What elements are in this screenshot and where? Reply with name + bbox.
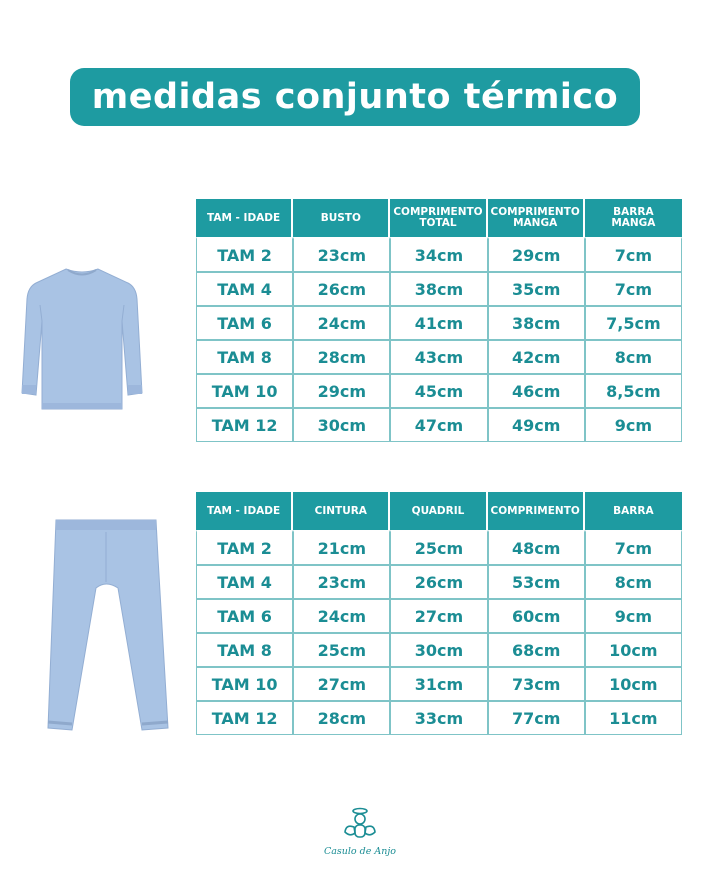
table-cell: 60cm <box>488 599 585 633</box>
table-cell: 26cm <box>293 272 390 306</box>
table-cell: 9cm <box>585 408 682 442</box>
table-cell: 28cm <box>293 340 390 374</box>
table-cell: 43cm <box>390 340 487 374</box>
table-cell: 23cm <box>293 565 390 599</box>
table-cell: 30cm <box>390 633 487 667</box>
table-cell: TAM 4 <box>196 272 293 306</box>
table-row <box>196 633 682 667</box>
table-cell: 24cm <box>293 306 390 340</box>
table-cell: 7,5cm <box>585 306 682 340</box>
table-cell: 29cm <box>293 374 390 408</box>
table-cell: 68cm <box>488 633 585 667</box>
table-cell: 33cm <box>390 701 487 735</box>
table-cell: 24cm <box>293 599 390 633</box>
table-cell: 8cm <box>585 565 682 599</box>
table-cell: 34cm <box>390 237 487 272</box>
angel-logo-icon <box>342 806 378 840</box>
leggings-icon <box>40 518 172 740</box>
table-cell: 25cm <box>390 530 487 565</box>
shirt-size-table <box>196 199 682 442</box>
table-cell: TAM 4 <box>196 565 293 599</box>
table-row <box>196 340 682 374</box>
brand-logo <box>320 806 400 866</box>
table-cell: 30cm <box>293 408 390 442</box>
table-cell: 10cm <box>585 633 682 667</box>
table-row <box>196 306 682 340</box>
table-cell: 48cm <box>488 530 585 565</box>
table-cell: 26cm <box>390 565 487 599</box>
table-cell: 73cm <box>488 667 585 701</box>
table-cell: 9cm <box>585 599 682 633</box>
header-cell: TAM - IDADE <box>196 492 293 530</box>
table-cell: 46cm <box>488 374 585 408</box>
header-cell: QUADRIL <box>390 492 487 530</box>
table-cell: 27cm <box>293 667 390 701</box>
table-cell: TAM 10 <box>196 374 293 408</box>
long-sleeve-shirt-icon <box>18 265 146 413</box>
table-cell: 42cm <box>488 340 585 374</box>
table-cell: 7cm <box>585 237 682 272</box>
table-cell: 11cm <box>585 701 682 735</box>
table-header-row <box>196 492 682 530</box>
table-row <box>196 374 682 408</box>
table-cell: 29cm <box>488 237 585 272</box>
header-cell: BUSTO <box>293 199 390 237</box>
table-cell: 53cm <box>488 565 585 599</box>
table-cell: 49cm <box>488 408 585 442</box>
table-row <box>196 408 682 442</box>
pants-size-table <box>196 492 682 735</box>
header-cell: COMPRIMENTO MANGA <box>488 199 585 237</box>
table-row <box>196 565 682 599</box>
header-cell: TAM - IDADE <box>196 199 293 237</box>
table-cell: TAM 12 <box>196 701 293 735</box>
table-cell: 47cm <box>390 408 487 442</box>
table-cell: 7cm <box>585 272 682 306</box>
page-title: medidas conjunto térmico <box>70 68 640 126</box>
table-cell: TAM 2 <box>196 237 293 272</box>
table-cell: TAM 6 <box>196 599 293 633</box>
table-row <box>196 237 682 272</box>
table-cell: 38cm <box>488 306 585 340</box>
table-row <box>196 701 682 735</box>
table-cell: 21cm <box>293 530 390 565</box>
table-cell: 8cm <box>585 340 682 374</box>
table-cell: TAM 8 <box>196 340 293 374</box>
table-cell: TAM 10 <box>196 667 293 701</box>
table-cell: 10cm <box>585 667 682 701</box>
table-cell: 45cm <box>390 374 487 408</box>
table-cell: 77cm <box>488 701 585 735</box>
table-cell: 28cm <box>293 701 390 735</box>
header-cell: CINTURA <box>293 492 390 530</box>
table-row <box>196 667 682 701</box>
table-cell: TAM 8 <box>196 633 293 667</box>
table-cell: TAM 6 <box>196 306 293 340</box>
header-cell: BARRA MANGA <box>585 199 682 237</box>
table-cell: 31cm <box>390 667 487 701</box>
table-cell: 35cm <box>488 272 585 306</box>
table-cell: 25cm <box>293 633 390 667</box>
table-cell: TAM 12 <box>196 408 293 442</box>
logo-text: Casulo de Anjo <box>323 846 397 857</box>
table-cell: TAM 2 <box>196 530 293 565</box>
table-cell: 23cm <box>293 237 390 272</box>
table-cell: 27cm <box>390 599 487 633</box>
table-cell: 41cm <box>390 306 487 340</box>
header-cell: BARRA <box>585 492 682 530</box>
table-cell: 7cm <box>585 530 682 565</box>
header-cell: COMPRIMENTO <box>488 492 585 530</box>
table-cell: 8,5cm <box>585 374 682 408</box>
table-row <box>196 599 682 633</box>
table-row <box>196 272 682 306</box>
header-cell: COMPRIMENTO TOTAL <box>390 199 487 237</box>
table-header-row <box>196 199 682 237</box>
table-cell: 38cm <box>390 272 487 306</box>
table-row <box>196 530 682 565</box>
